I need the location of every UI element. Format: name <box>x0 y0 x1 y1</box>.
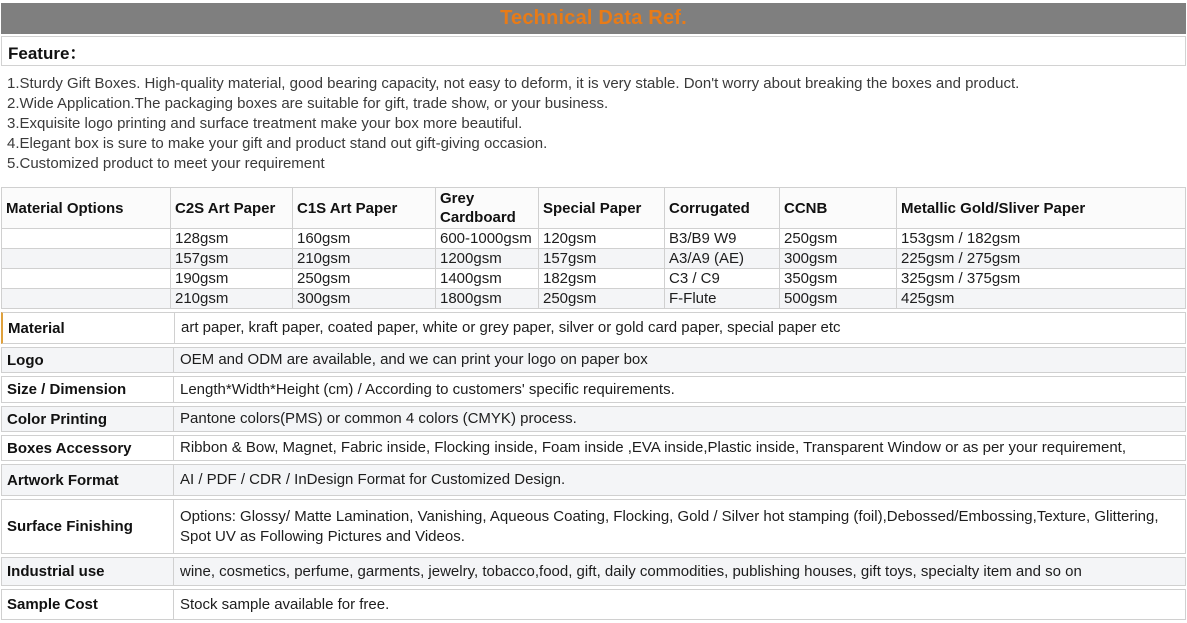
material-cell <box>2 249 171 269</box>
material-cell: 157gsm <box>171 249 293 269</box>
spec-row-industrial-use <box>1 557 1186 586</box>
material-cell <box>2 229 171 249</box>
material-cell: 210gsm <box>171 289 293 309</box>
spec-rows <box>1 312 1186 620</box>
material-cell: 190gsm <box>171 269 293 289</box>
material-cell: 325gsm / 375gsm <box>897 269 1186 289</box>
spec-label: Logo <box>2 348 174 372</box>
feature-heading <box>1 36 1186 66</box>
page-title: Technical Data Ref. <box>500 7 687 29</box>
material-column-header: Special Paper <box>539 188 665 229</box>
material-options-header-row <box>2 188 1186 229</box>
material-cell: 425gsm <box>897 289 1186 309</box>
material-cell: 153gsm / 182gsm <box>897 229 1186 249</box>
material-cell: B3/B9 W9 <box>665 229 780 249</box>
material-column-header: Corrugated <box>665 188 780 229</box>
material-cell: 182gsm <box>539 269 665 289</box>
spec-row-size-dimension <box>1 376 1186 403</box>
spec-row-logo <box>1 347 1186 373</box>
spec-value: Pantone colors(PMS) or common 4 colors (CMYK) process. <box>180 410 577 427</box>
material-options-table <box>1 187 1186 309</box>
material-cell: 120gsm <box>539 229 665 249</box>
feature-item: 2.Wide Application.The packaging boxes are suitable for gift, trade show, or your business. <box>7 95 609 112</box>
material-cell: 160gsm <box>293 229 436 249</box>
material-cell: F-Flute <box>665 289 780 309</box>
technical-data-page <box>1 3 1186 620</box>
feature-heading-label: Feature： <box>8 43 87 63</box>
material-cell: 600-1000gsm <box>436 229 539 249</box>
material-column-header: C2S Art Paper <box>171 188 293 229</box>
feature-item: 1.Sturdy Gift Boxes. High-quality material, good bearing capacity, not easy to deform, it is very stable. Don't worry about breaking the boxes and product. <box>7 75 1020 92</box>
material-cell: 1800gsm <box>436 289 539 309</box>
material-column-header: Grey Cardboard <box>436 188 539 229</box>
material-row <box>2 229 1186 249</box>
spec-value: OEM and ODM are available, and we can print your logo on paper box <box>180 351 648 368</box>
material-row <box>2 289 1186 309</box>
title-bar <box>1 3 1186 34</box>
spec-label: Color Printing <box>2 407 174 431</box>
spec-value: Length*Width*Height (cm) / According to customers' specific requirements. <box>180 380 675 398</box>
spec-row-color-printing <box>1 406 1186 432</box>
material-cell: 250gsm <box>780 229 897 249</box>
feature-list <box>1 66 1186 181</box>
spec-label: Boxes Accessory <box>2 436 174 460</box>
spec-row-artwork-format <box>1 464 1186 496</box>
material-cell: 1200gsm <box>436 249 539 269</box>
spec-label: Artwork Format <box>2 465 174 495</box>
spec-value: wine, cosmetics, perfume, garments, jewelry, tobacco,food, gift, daily commodities, publishing houses, gift toys, specialty item and so on <box>180 562 1082 580</box>
material-column-header: CCNB <box>780 188 897 229</box>
material-cell: 300gsm <box>780 249 897 269</box>
material-cell: 350gsm <box>780 269 897 289</box>
material-cell: A3/A9 (AE) <box>665 249 780 269</box>
material-cell: 157gsm <box>539 249 665 269</box>
spec-label: Surface Finishing <box>2 500 174 553</box>
spec-value: AI / PDF / CDR / InDesign Format for Customized Design. <box>180 471 566 488</box>
material-cell: 225gsm / 275gsm <box>897 249 1186 269</box>
material-cell: 1400gsm <box>436 269 539 289</box>
spec-value: Stock sample available for free. <box>180 595 390 613</box>
material-cell: 300gsm <box>293 289 436 309</box>
material-cell <box>2 289 171 309</box>
spec-row-material <box>1 312 1186 344</box>
spec-label: Industrial use <box>2 558 174 585</box>
material-row <box>2 249 1186 269</box>
material-row <box>2 269 1186 289</box>
spec-label: Size / Dimension <box>2 377 174 402</box>
material-cell <box>2 269 171 289</box>
material-cell: 210gsm <box>293 249 436 269</box>
material-cell: 250gsm <box>539 289 665 309</box>
material-cell: C3 / C9 <box>665 269 780 289</box>
spec-row-surface-finishing <box>1 499 1186 554</box>
spec-row-boxes-accessory <box>1 435 1186 461</box>
feature-item: 5.Customized product to meet your requirement <box>7 155 325 172</box>
spec-label: Sample Cost <box>2 590 174 619</box>
material-column-header: Material Options <box>2 188 171 229</box>
material-column-header: C1S Art Paper <box>293 188 436 229</box>
feature-item: 3.Exquisite logo printing and surface treatment make your box more beautiful. <box>7 115 523 132</box>
spec-value: Ribbon & Bow, Magnet, Fabric inside, Flocking inside, Foam inside ,EVA inside,Plastic inside, Transparent Window or as per your requirement, <box>180 439 1127 456</box>
material-cell: 250gsm <box>293 269 436 289</box>
spec-value: art paper, kraft paper, coated paper, white or grey paper, silver or gold card paper, special paper etc <box>181 319 841 336</box>
material-cell: 128gsm <box>171 229 293 249</box>
material-cell: 500gsm <box>780 289 897 309</box>
spec-row-sample-cost <box>1 589 1186 620</box>
feature-item: 4.Elegant box is sure to make your gift and product stand out gift-giving occasion. <box>7 135 548 152</box>
spec-value: Options: Glossy/ Matte Lamination, Vanishing, Aqueous Coating, Flocking, Gold / Silver hot stamping (foil),Debossed/Embossing,Texture, Glittering, Spot UV as Following Pictures and Videos. <box>180 507 1159 545</box>
spec-label: Material <box>3 313 175 343</box>
material-column-header: Metallic Gold/Sliver Paper <box>897 188 1186 229</box>
material-options-body <box>2 229 1186 309</box>
